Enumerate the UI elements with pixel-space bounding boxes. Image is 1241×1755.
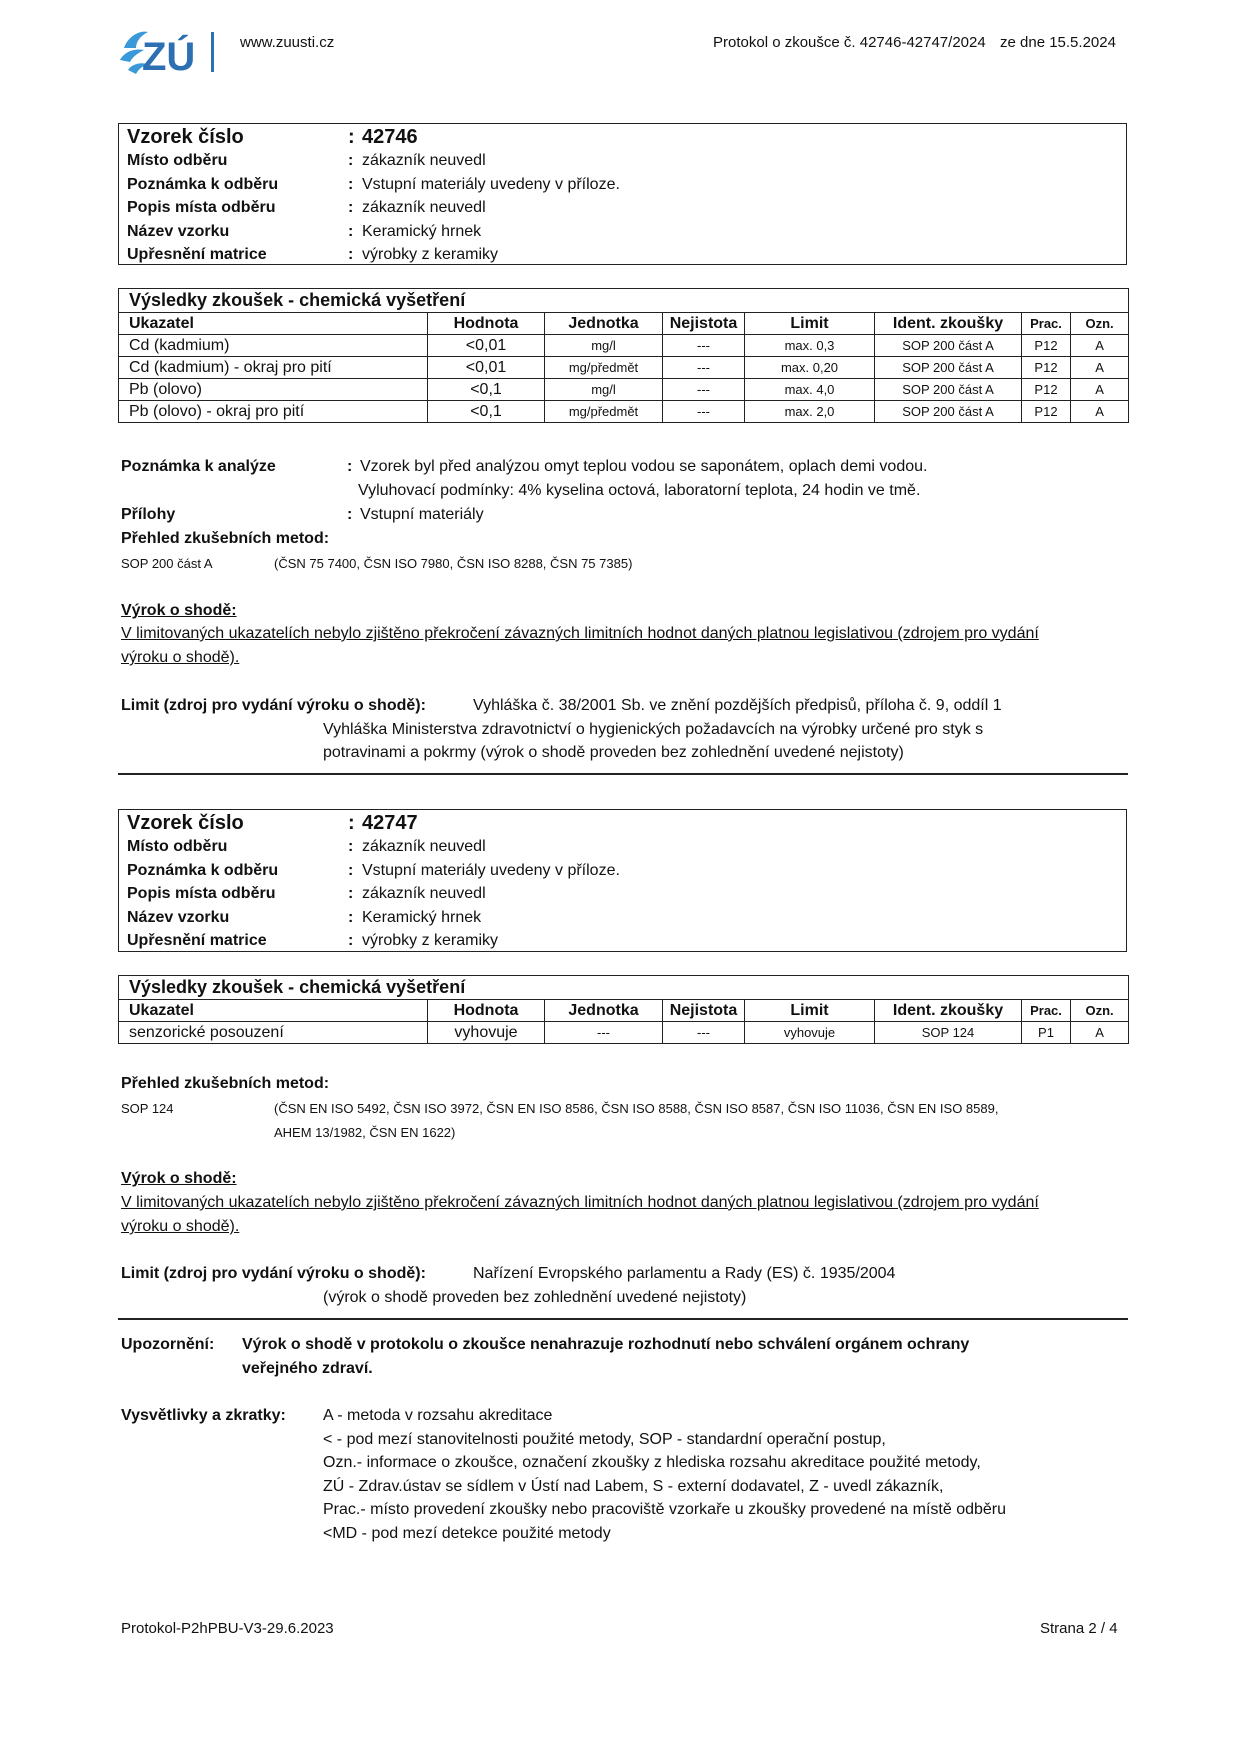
- legend-line: Prac.- místo provedení zkoušky nebo pracoviště vzorkaře u zkoušky provedené na místě odběru: [323, 1501, 1007, 1518]
- sample1-info: Vzorek číslo : 42746 Místo odběru : zákazník neuvedl Poznámka k odběru : Vstupní materiály uvedeny v příloze. Popis místa odběru : zákazník neuvedl Název vzorku : Keramický hrnek Upřesnění matrice : výrobky z keramiky: [118, 123, 1127, 265]
- table-row: Cd (kadmium) - okraj pro pití <0,01 mg/předmět --- max. 0,20 SOP 200 část A P12 A: [119, 357, 1129, 379]
- legend-line: A - metoda v rozsahu akreditace: [323, 1407, 553, 1424]
- field-label: Poznámka k odběru: [127, 862, 279, 879]
- limit-line3: potravinami a pokrmy (výrok o shodě proveden bez zohlednění uvedené nejistoty): [323, 744, 904, 761]
- verdict-line1: V limitovaných ukazatelích nebylo zjištěno překročení závazných limitních hodnot daných platnou legislativou (zdrojem pro vydání: [121, 1194, 1039, 1211]
- table-row: Cd (kadmium) <0,01 mg/l --- max. 0,3 SOP 200 část A P12 A: [119, 335, 1129, 357]
- col-header: Hodnota: [428, 1000, 545, 1022]
- zu-logo: [118, 26, 222, 78]
- method-code: SOP 124: [121, 1101, 174, 1116]
- methods-label: Přehled zkušebních metod:: [121, 1075, 330, 1092]
- limit-label: Limit (zdroj pro vydání výroku o shodě):: [121, 697, 426, 714]
- attachments-label: Přílohy: [121, 506, 176, 523]
- results-table-2: [118, 975, 1129, 1044]
- table-row: Pb (olovo) <0,1 mg/l --- max. 4,0 SOP 200 část A P12 A: [119, 379, 1129, 401]
- field-value: výrobky z keramiky: [362, 932, 499, 949]
- method-refs-line2: AHEM 13/1982, ČSN EN 1622): [274, 1125, 456, 1140]
- legend-label: Vysvětlivky a zkratky:: [121, 1407, 286, 1424]
- field-value: Vstupní materiály uvedeny v příloze.: [362, 176, 620, 193]
- footer-page-number: Strana 2 / 4: [1040, 1620, 1118, 1637]
- limit-label: Limit (zdroj pro vydání výroku o shodě):: [121, 1265, 426, 1282]
- field-value: Vstupní materiály uvedeny v příloze.: [362, 862, 620, 879]
- limit-line1: Nařízení Evropského parlamentu a Rady (ES) č. 1935/2004: [473, 1265, 896, 1282]
- method-refs-line1: (ČSN EN ISO 5492, ČSN ISO 3972, ČSN EN ISO 8586, ČSN ISO 8588, ČSN ISO 8587, ČSN ISO 11036, ČSN EN ISO 8589,: [274, 1101, 999, 1116]
- limit-line2: Vyhláška Ministerstva zdravotnictví o hygienických požadavcích na výrobky určené pro styk s: [323, 721, 984, 738]
- sample1-title-label: Vzorek číslo: [127, 126, 244, 148]
- col-header: Limit: [745, 313, 875, 335]
- verdict-title: Výrok o shodě:: [121, 602, 237, 619]
- sample2-info: Vzorek číslo : 42747 Místo odběru : zákazník neuvedl Poznámka k odběru : Vstupní materiály uvedeny v příloze. Popis místa odběru : zákazník neuvedl Název vzorku : Keramický hrnek Upřesnění matrice : výrobky z keramiky: [118, 809, 1127, 952]
- divider: [118, 1318, 1128, 1320]
- verdict-line2: výroku o shodě).: [121, 649, 240, 666]
- field-label: Místo odběru: [127, 152, 228, 169]
- verdict-line1: V limitovaných ukazatelích nebylo zjištěno překročení závazných limitních hodnot daných platnou legislativou (zdrojem pro vydání: [121, 625, 1039, 642]
- warning-line1: Výrok o shodě v protokolu o zkoušce nenahrazuje rozhodnutí nebo schválení orgánem ochrany: [242, 1336, 970, 1353]
- col-header: Ident. zkoušky: [875, 313, 1022, 335]
- limit-line2: (výrok o shodě proveden bez zohlednění uvedené nejistoty): [323, 1289, 747, 1306]
- field-value: výrobky z keramiky: [362, 246, 499, 263]
- col-header: Prac.: [1022, 1000, 1071, 1022]
- analysis-note-line2: Vyluhovací podmínky: 4% kyselina octová, laboratorní teplota, 24 hodin ve tmě.: [358, 482, 921, 499]
- method-code: SOP 200 část A: [121, 556, 213, 571]
- methods-label: Přehled zkušebních metod:: [121, 530, 330, 547]
- footer-form-id: Protokol-P2hPBU-V3-29.6.2023: [121, 1620, 334, 1637]
- col-header: Ozn.: [1071, 1000, 1129, 1022]
- table-row: Pb (olovo) - okraj pro pití <0,1 mg/předmět --- max. 2,0 SOP 200 část A P12 A: [119, 401, 1129, 423]
- sample2-title-label: Vzorek číslo: [127, 812, 244, 834]
- legend-line: < - pod mezí stanovitelnosti použité metody, SOP - standardní operační postup,: [323, 1431, 886, 1448]
- legend-line: ZÚ - Zdrav.ústav se sídlem v Ústí nad Labem, S - externí dodavatel, Z - uvedl zákazník,: [323, 1478, 944, 1495]
- col-header: Jednotka: [545, 313, 663, 335]
- col-header: Ukazatel: [119, 1000, 428, 1022]
- results-title: Výsledky zkoušek - chemická vyšetření: [119, 289, 1129, 313]
- warning-label: Upozornění:: [121, 1336, 215, 1353]
- results-title: Výsledky zkoušek - chemická vyšetření: [119, 976, 1129, 1000]
- field-value: zákazník neuvedl: [362, 152, 486, 169]
- col-header: Hodnota: [428, 313, 545, 335]
- col-header: Nejistota: [663, 313, 745, 335]
- field-label: Upřesnění matrice: [127, 246, 267, 263]
- protocol-date: ze dne 15.5.2024: [1000, 34, 1116, 51]
- col-header: Prac.: [1022, 313, 1071, 335]
- attachments-value: Vstupní materiály: [360, 506, 484, 523]
- sample1-number: 42746: [362, 126, 418, 148]
- results-table-1: [118, 288, 1129, 423]
- legend-line: <MD - pod mezí detekce použité metody: [323, 1525, 611, 1542]
- analysis-note-label: Poznámka k analýze: [121, 458, 276, 475]
- divider: [118, 773, 1128, 775]
- verdict-line2: výroku o shodě).: [121, 1218, 240, 1235]
- col-header: Ident. zkoušky: [875, 1000, 1022, 1022]
- analysis-note-line1: Vzorek byl před analýzou omyt teplou vodou se saponátem, oplach demi vodou.: [360, 458, 928, 475]
- limit-line1: Vyhláška č. 38/2001 Sb. ve znění pozdějších předpisů, příloha č. 9, oddíl 1: [473, 697, 1002, 714]
- field-label: Název vzorku: [127, 909, 230, 926]
- field-label: Místo odběru: [127, 838, 228, 855]
- field-value: zákazník neuvedl: [362, 885, 486, 902]
- table-row: senzorické posouzení vyhovuje --- --- vyhovuje SOP 124 P1 A: [119, 1022, 1129, 1044]
- verdict-title: Výrok o shodě:: [121, 1170, 237, 1187]
- col-header: Nejistota: [663, 1000, 745, 1022]
- warning-line2: veřejného zdraví.: [242, 1360, 373, 1377]
- field-label: Popis místa odběru: [127, 199, 276, 216]
- field-value: Keramický hrnek: [362, 223, 482, 240]
- field-label: Název vzorku: [127, 223, 230, 240]
- legend-line: Ozn.- informace o zkoušce, označení zkoušky z hlediska rozsahu akreditace použité metody,: [323, 1454, 981, 1471]
- field-value: zákazník neuvedl: [362, 838, 486, 855]
- field-value: zákazník neuvedl: [362, 199, 486, 216]
- website: www.zuusti.cz: [240, 34, 335, 51]
- col-header: Ukazatel: [119, 313, 428, 335]
- logo-text: ZÚ: [142, 35, 196, 78]
- protocol-number: Protokol o zkoušce č. 42746-42747/2024: [713, 34, 986, 51]
- col-header: Jednotka: [545, 1000, 663, 1022]
- field-label: Popis místa odběru: [127, 885, 276, 902]
- field-value: Keramický hrnek: [362, 909, 482, 926]
- col-header: Limit: [745, 1000, 875, 1022]
- sample2-number: 42747: [362, 812, 418, 834]
- col-header: Ozn.: [1071, 313, 1129, 335]
- field-label: Poznámka k odběru: [127, 176, 279, 193]
- field-label: Upřesnění matrice: [127, 932, 267, 949]
- method-refs: (ČSN 75 7400, ČSN ISO 7980, ČSN ISO 8288, ČSN 75 7385): [274, 556, 633, 571]
